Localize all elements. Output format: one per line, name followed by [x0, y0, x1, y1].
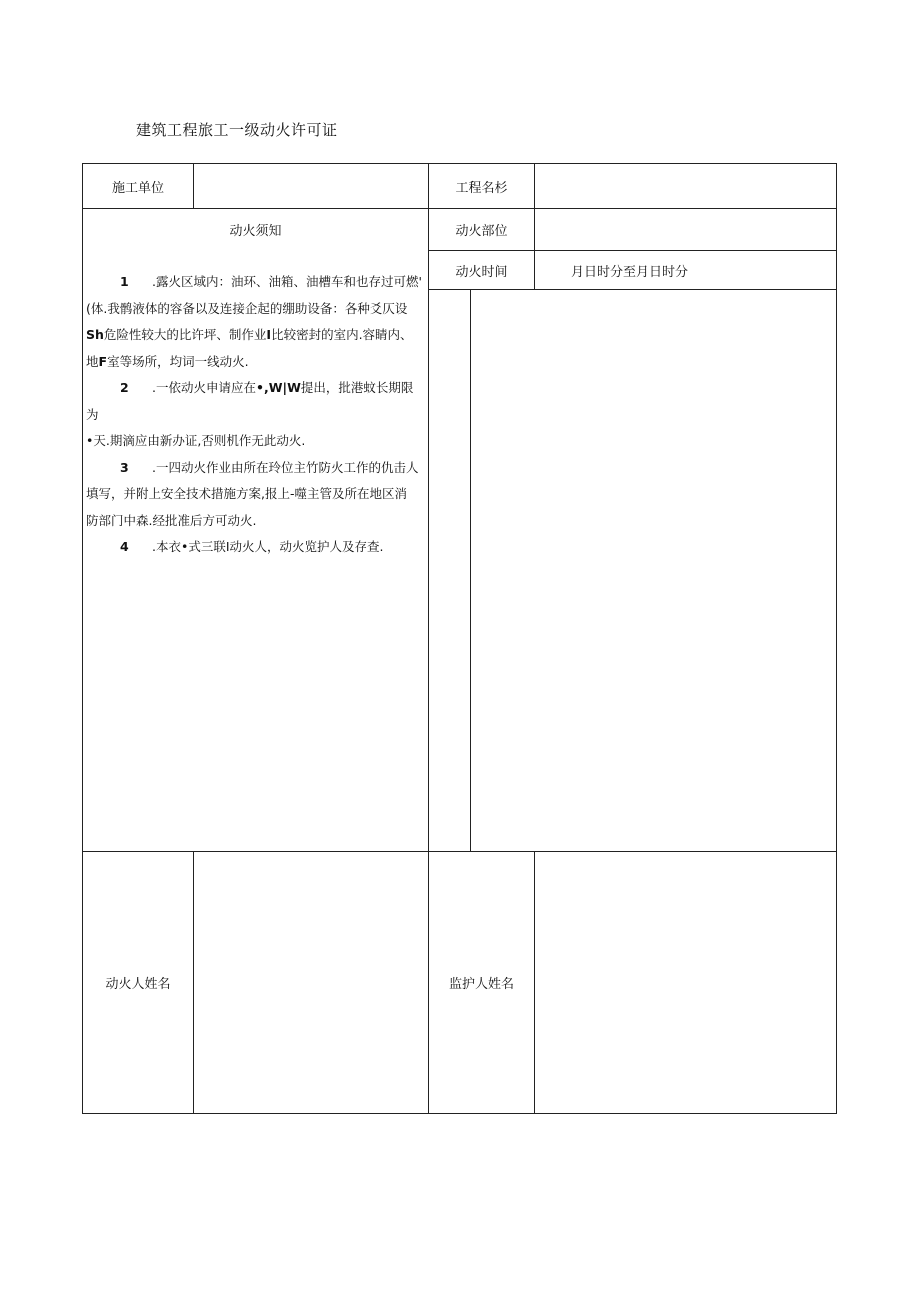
- notice-text: I: [266, 327, 272, 342]
- notice-text: .露火区域内：油环、油箱、油槽车和也存过可燃': [152, 274, 422, 289]
- fire-location-field[interactable]: [535, 209, 836, 250]
- notice-item: [86, 455, 424, 482]
- notice-number: 3: [120, 459, 129, 475]
- notice-text-line: (体.我鹘液体的容备以及连接企起的绷助设备：各种爻仄设: [86, 300, 408, 316]
- fire-location-label: 动火部位: [455, 224, 508, 239]
- notice-number: 4: [120, 539, 129, 554]
- document-title: 建筑工程旅工一级动火许可证: [136, 121, 338, 139]
- notice-text: 比较密封的室内.容睛内、: [271, 327, 413, 342]
- fire-time-label: 动火时间: [455, 264, 508, 280]
- notice-text: Sh: [86, 327, 104, 342]
- notice-text: 地: [86, 353, 99, 369]
- notice-text-line: 防部门中森.经批准后方可动火.: [86, 512, 257, 528]
- notice-text-line: •天.期滴应由新办证,否则机作无此动火.: [86, 433, 306, 448]
- notice-text: •,W|W: [255, 380, 301, 395]
- notice-text: F: [98, 353, 108, 369]
- notice-number: 1: [120, 274, 129, 289]
- fire-notice-heading: 动火须知: [229, 224, 282, 239]
- fire-person-name-label: 动火人姓名: [105, 977, 171, 992]
- project-name-label: 工程名杉: [455, 180, 508, 196]
- notice-number: 2: [120, 380, 129, 395]
- notice-item: [86, 269, 424, 296]
- notice-text-line: 填写，并附上安全技术措施方案,报上-噬主管及所在地区消: [86, 486, 407, 501]
- notice-text: .一四动火作业由所在玲位主竹防火工作的仇击人: [152, 459, 419, 475]
- fire-notice-list: [86, 269, 424, 561]
- table-border-right: [836, 163, 837, 1114]
- fire-time-value: 月日时分至月日时分: [571, 264, 689, 280]
- side-blank-cell[interactable]: [429, 290, 470, 851]
- notice-text-line: [86, 349, 424, 376]
- notice-item: [86, 375, 424, 428]
- construction-unit-label: 施工单位: [111, 180, 164, 196]
- guardian-name-field[interactable]: [535, 852, 836, 1113]
- construction-unit-field[interactable]: [194, 164, 428, 208]
- fire-person-name-field[interactable]: [194, 852, 428, 1113]
- notice-text: 室等场所，均词一线动火.: [107, 353, 249, 369]
- notice-item: [86, 534, 424, 561]
- project-name-field[interactable]: [535, 164, 836, 208]
- main-blank-cell[interactable]: [471, 290, 836, 851]
- guardian-name-label: 监护人姓名: [448, 977, 514, 992]
- notice-text-line: [86, 322, 424, 349]
- table-border-bottom: [82, 1113, 837, 1114]
- notice-text: 危险性较大的比许坪、制作业: [103, 327, 267, 342]
- notice-text: 提出，批港蚊长期限为: [86, 380, 414, 422]
- notice-text: .一依动火申请应在: [152, 380, 256, 395]
- notice-text: .本衣•式三联I动火人，动火览护人及存查.: [152, 539, 384, 554]
